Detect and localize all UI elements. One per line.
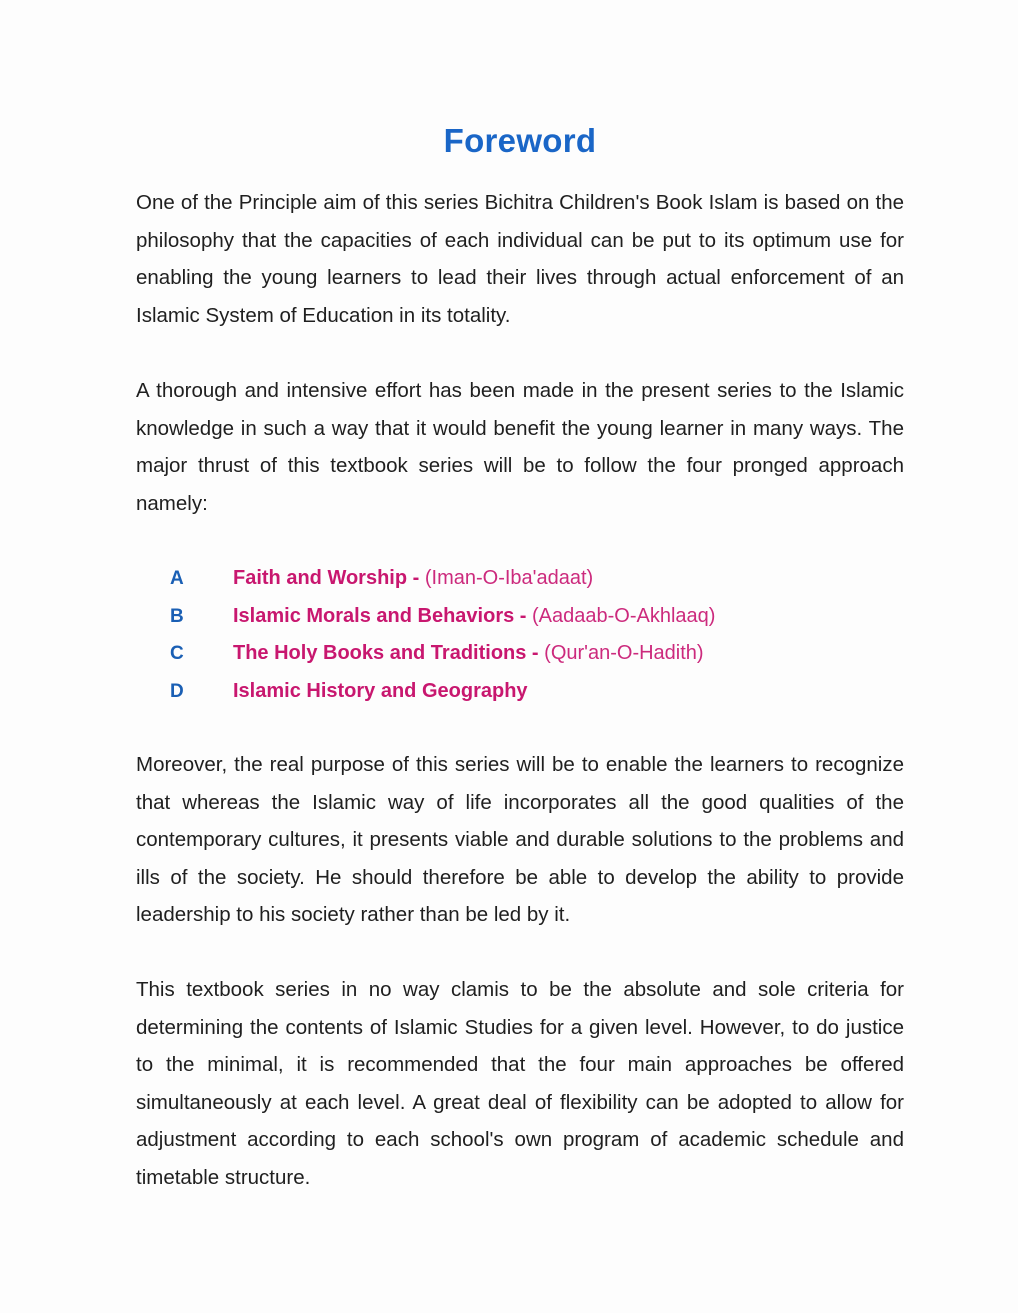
approach-separator: - [407,567,425,589]
paragraph-real-purpose: Moreover, the real purpose of this series will be to enable the learners to recognize that whereas the Islamic way of life incorporates all the good qualities of the contemporary cultures, it presents viable and durable solutions to the problems and ills of the society. He should therefore be able to develop the ability to provide leadership to his society rather than be led by it. [136,753,904,927]
approach-item [170,598,715,636]
approach-title: Faith and Worship [233,567,408,589]
approach-subtitle: (Qur'an-O-Hadith) [544,642,704,664]
approach-title: Islamic Morals and Behaviors [233,604,515,627]
approach-item [170,635,715,673]
approach-subtitle: (Iman-O-Iba'adaat) [424,567,594,589]
approach-letter: A [170,568,184,589]
paragraph-flexibility: This textbook series in no way clamis to be the absolute and sole criteria for determining the contents of Islamic Studies for a given level. However, to do justice to the minimal, it is recommended that the four main approaches be offered simultaneously at each level. A great deal of flexibility can be adopted to allow for adjustment according to each school's own program of academic schedule and timetable structure. [136,978,904,1189]
paragraph-intensive-effort: A thorough and intensive effort has been made in the present series to the Islamic knowledge in such a way that it would benefit the young learner in many ways. The major thrust of this textbook series will be to follow the four pronged approach namely: [136,379,904,515]
approach-separator: - [514,604,533,627]
approach-title: The Holy Books and Traditions [233,642,527,664]
approach-letter: C [170,643,184,664]
approach-separator: - [526,642,545,664]
approach-item [170,673,715,711]
approaches-list [170,560,715,710]
approach-item [170,560,715,598]
paragraph-principle-aim: One of the Principle aim of this series Bichitra Children's Book Islam is based on the philosophy that the capacities of each individual can be put to its optimum use for enabling the young learners to lead their lives through actual enforcement of an Islamic System of Education in its totality. [136,191,904,327]
approach-letter: B [170,605,184,627]
approach-subtitle: (Aadaab-O-Akhlaaq) [532,604,716,627]
page-title: Foreword [443,122,597,160]
approach-letter: D [170,680,184,702]
approach-title: Islamic History and Geography [233,679,528,702]
